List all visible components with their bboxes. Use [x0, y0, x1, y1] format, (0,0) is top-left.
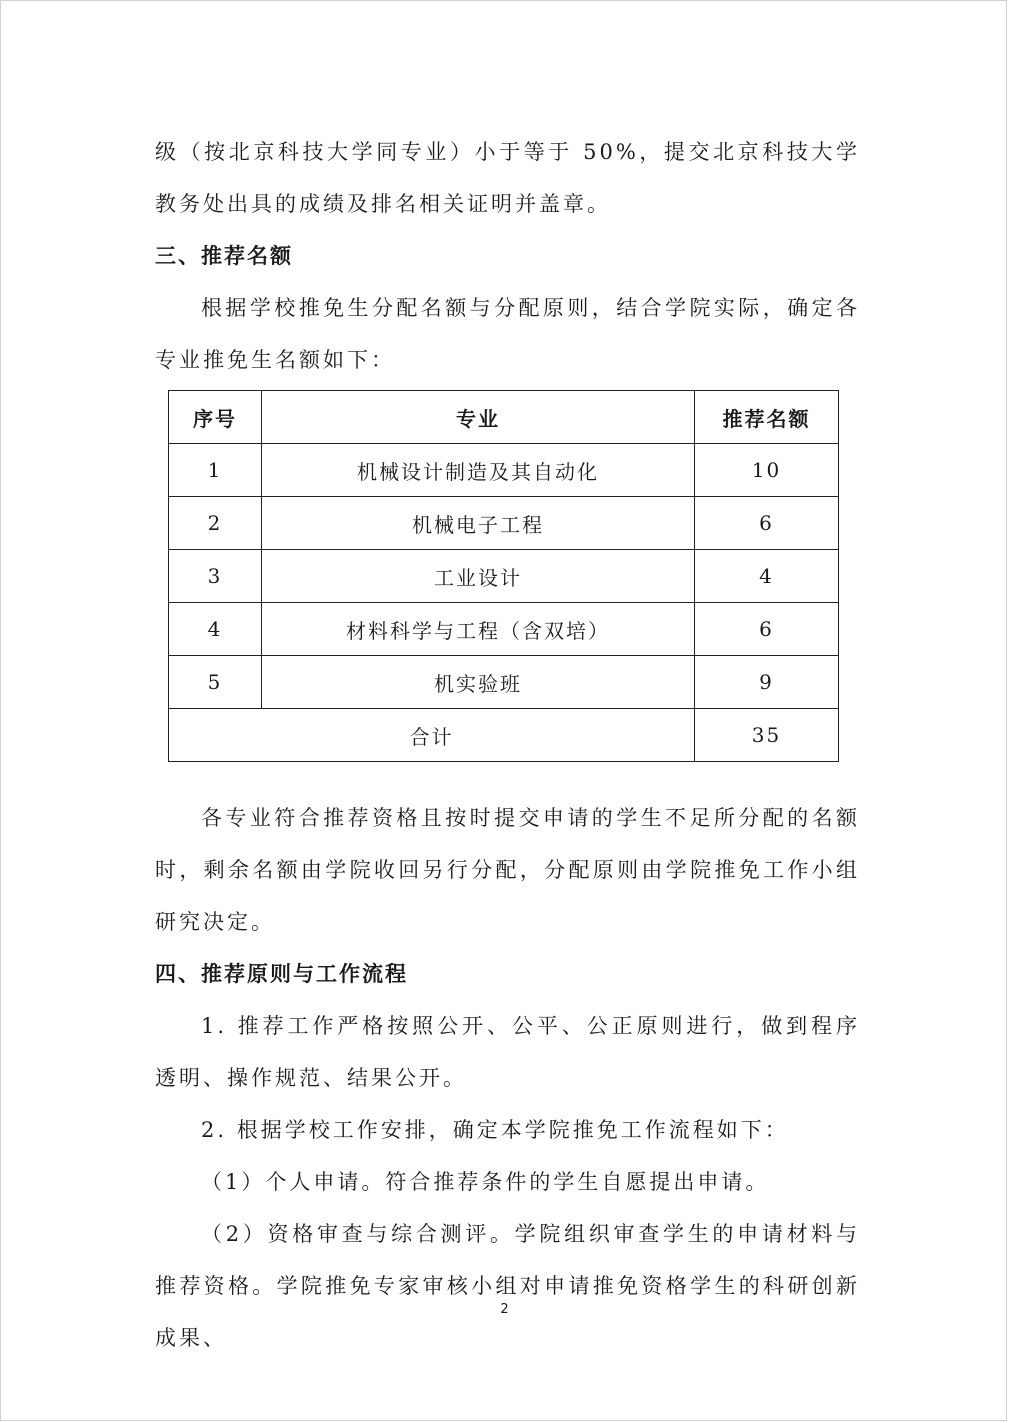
table-row — [169, 444, 839, 497]
table-cell-quota: 9 — [695, 656, 839, 709]
table-cell-quota: 6 — [695, 497, 839, 550]
table-row — [169, 603, 839, 656]
table-total-label: 合计 — [169, 709, 695, 762]
document-body — [155, 126, 860, 1364]
table-header-quota: 推荐名额 — [695, 391, 839, 444]
table-cell-major: 机械设计制造及其自动化 — [262, 444, 695, 497]
paragraph-step-2: （2）资格审查与综合测评。学院组织审查学生的申请材料与推荐资格。学院推免专家审核小组对申请推免资格学生的科研创新成果、 — [155, 1222, 860, 1350]
table-cell-quota: 6 — [695, 603, 839, 656]
quota-table — [168, 390, 839, 762]
table-cell-major: 工业设计 — [262, 550, 695, 603]
table-cell-index: 2 — [169, 497, 262, 550]
table-cell-index: 5 — [169, 656, 262, 709]
table-header-index: 序号 — [169, 391, 262, 444]
table-row — [169, 497, 839, 550]
paragraph-principle-2: 2. 根据学校工作安排，确定本学院推免工作流程如下： — [201, 1118, 789, 1142]
table-total-value: 35 — [695, 709, 839, 762]
table-total-row — [169, 709, 839, 762]
paragraph-remaining-quota: 各专业符合推荐资格且按时提交申请的学生不足所分配的名额时，剩余名额由学院收回另行分配，分配原则由学院推免工作小组研究决定。 — [155, 806, 860, 934]
paragraph-quota-intro: 根据学校推免生分配名额与分配原则，结合学院实际，确定各专业推免生名额如下： — [155, 296, 860, 372]
table-header-row — [169, 391, 839, 444]
table-row — [169, 550, 839, 603]
table-cell-index: 4 — [169, 603, 262, 656]
table-cell-quota: 4 — [695, 550, 839, 603]
table-row — [169, 656, 839, 709]
section-heading-principles: 四、推荐原则与工作流程 — [155, 962, 408, 986]
table-cell-major: 机实验班 — [262, 656, 695, 709]
table-cell-quota: 10 — [695, 444, 839, 497]
table-cell-index: 3 — [169, 550, 262, 603]
table-cell-index: 1 — [169, 444, 262, 497]
paragraph-step-1: （1）个人申请。符合推荐条件的学生自愿提出申请。 — [201, 1170, 770, 1194]
page-number: 2 — [500, 1302, 509, 1317]
table-cell-major: 材料科学与工程（含双培） — [262, 603, 695, 656]
paragraph-principle-1: 1. 推荐工作严格按照公开、公平、公正原则进行，做到程序透明、操作规范、结果公开。 — [155, 1014, 860, 1090]
table-header-major: 专业 — [262, 391, 695, 444]
table-cell-major: 机械电子工程 — [262, 497, 695, 550]
section-heading-quota: 三、推荐名额 — [155, 244, 293, 268]
paragraph-continuation: 级（按北京科技大学同专业）小于等于 50%，提交北京科技大学教务处出具的成绩及排名相关证明并盖章。 — [155, 140, 860, 216]
